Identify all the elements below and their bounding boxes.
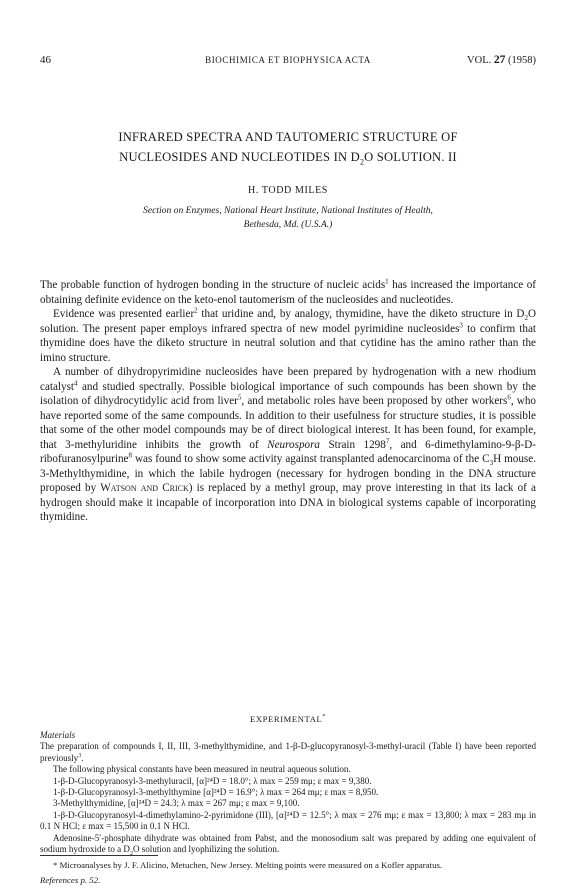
m1-text-b: .	[81, 752, 84, 763]
citation: 3	[78, 752, 82, 759]
m1-text-a: The preparation of compounds I, II, III, 3-methylthymidine, and 1-β-D-glucopyranosyl-3-methyl-uracil (Table I) have been reported previously	[40, 741, 536, 763]
footnote-text: * Microanalyses by J. F. Alicino, Metuchen, New Jersey. Melting points were measured on a Kofler apparatus.	[53, 860, 443, 870]
affiliation	[60, 204, 516, 232]
materials-para-2: The following physical constants have been measured in neutral aqueous solution.	[53, 764, 351, 775]
constant-line: 1-β-D-Glucopyranosyl-3-methylthymine [α]²⁴D = 16.9°; λ max = 264 mμ; ε max = 8,950.	[53, 787, 379, 798]
author: H. TODD MILES	[248, 185, 328, 196]
p3-text-b: and studied spectrally. Possible biological importance of such compounds has been shown by the isolation of dihydrocytidylic acid from liver	[40, 380, 536, 407]
p3-text-g: was found to show some activity against transplanted adenocarcinoma of the C	[131, 453, 490, 465]
heading-text: EXPERIMENTAL	[249, 714, 323, 724]
subscript: 2	[129, 850, 133, 857]
genus-name: Neurospora	[267, 438, 320, 451]
materials-subheading: Materials	[40, 730, 76, 740]
title-line-2	[40, 147, 536, 173]
title-line-1: INFRARED SPECTRA AND TAUTOMERIC STRUCTURE OF	[118, 130, 458, 144]
p2-text-c: O solution. The present paper employs infrared spectra of new model pyrimidine nucleosides	[40, 308, 536, 335]
p3-text-f: , and 6-dimethylamino-9-β-D-ribofuranosylpurine	[40, 438, 536, 465]
volume-prefix: VOL.	[467, 55, 494, 66]
citation: 5	[237, 393, 242, 402]
title-line-2-b: O SOLUTION. II	[364, 150, 457, 164]
p1-text-b: has increased the importance of obtaining definite evidence on the keto-enol tautomerism of the nucleosides and nucleotides.	[40, 279, 536, 306]
volume-number: 27	[493, 54, 506, 66]
p1-text-a: The probable function of hydrogen bonding in the structure of nucleic acids	[40, 279, 386, 291]
citation: 7	[385, 436, 390, 445]
experimental-section	[40, 730, 536, 855]
volume-info	[467, 54, 536, 66]
affiliation-line-2: Bethesda, Md. (U.S.A.)	[243, 219, 333, 230]
citation: 1	[385, 277, 389, 286]
journal-name: BIOCHIMICA ET BIOPHYSICA ACTA	[205, 55, 371, 65]
citation: 8	[128, 451, 132, 460]
p3-text-d: , who have reported some of the same compounds. In addition to their usefulness for structure studies, it is possible that some of the other model compounds may be of direct biological interest. It has been found, for example, that 3-methyluridine inhibits the growth of	[40, 395, 536, 451]
constant-line: 1-β-D-Glucopyranosyl-3-methyluracil, [α]²⁴D = 18.0°; λ max = 259 mμ; ε max = 9,380.	[53, 775, 372, 786]
p3-text-a: A number of dihydropyrimidine nucleosides have been prepared by hydrogenation with a new rhodium catalyst	[40, 366, 536, 393]
references-note: References p. 52.	[40, 875, 101, 885]
title-subscript: 2	[359, 157, 365, 167]
m7-text-b: O solution and lyophilizing the solution.	[132, 844, 280, 855]
materials-para-3	[40, 833, 536, 856]
m7-text-a: Adenosine-5′-phosphate dihydrate was obtained from Pabst, and the monosodium salt was prepared by adding one equivalent of sodium hydroxide to a D	[40, 832, 536, 855]
p3-text-e: Strain 1298	[320, 438, 386, 451]
materials-para-1	[40, 741, 536, 764]
citation: 2	[194, 306, 198, 315]
footnote-area	[40, 860, 536, 886]
paragraph-2	[40, 307, 536, 365]
p2-text-a: Evidence was presented earlier	[53, 308, 195, 320]
author-names: Watson and Crick	[100, 482, 189, 494]
footnote-mark: *	[322, 714, 326, 721]
citation: 4	[74, 378, 78, 387]
subscript: 3	[489, 459, 494, 468]
p3-text-h: H mouse. 3-Methylthymidine, in which the labile hydrogen (necessary for hydrogen bonding in the DNA structure proposed by	[40, 453, 536, 494]
page-number: 46	[40, 54, 51, 66]
footnote-rule	[40, 855, 158, 856]
volume-year: (1958)	[505, 55, 536, 66]
article-title	[40, 127, 536, 173]
p3-text-i: ) is replaced by a methyl group, may prove interesting in that its lack of a hydrogen should make it incapable of incorporation into DNA in biological systems capable of incorporating thymidine.	[40, 482, 536, 523]
p2-text-b: that uridine and, by analogy, thymidine, have the diketo structure in D	[197, 308, 525, 320]
paragraph-1	[40, 278, 536, 307]
body-text	[40, 278, 536, 525]
running-header	[40, 54, 536, 68]
title-line-2-a: NUCLEOSIDES AND NUCLEOTIDES IN D	[119, 150, 360, 164]
p3-text-c: , and metabolic roles have been proposed by other workers	[241, 395, 508, 407]
p2-text-d: to confirm that thymidine does have the diketo structure in neutral solution and that cytidine has the amino rather than the imino structure.	[40, 322, 536, 364]
subscript: 2	[524, 314, 528, 323]
citation: 3	[459, 320, 463, 329]
affiliation-line-1: Section on Enzymes, National Heart Institute, National Institutes of Health,	[143, 205, 433, 216]
citation: 6	[507, 393, 511, 402]
experimental-heading	[40, 714, 536, 724]
constant-line: 1-β-D-Glucopyranosyl-4-dimethylamino-2-pyrimidone (III), [α]²⁴D = 12.5°; λ max = 276 mμ; ε max = 13,800; λ max = 283 mμ in 0.1 N HCl; ε max = 15,500 in 0.1 N HCl.	[40, 809, 536, 832]
paragraph-3	[40, 365, 536, 525]
constant-line: 3-Methylthymidine, [α]²⁴D = 24.3; λ max = 267 mμ; ε max = 9,100.	[53, 798, 300, 809]
